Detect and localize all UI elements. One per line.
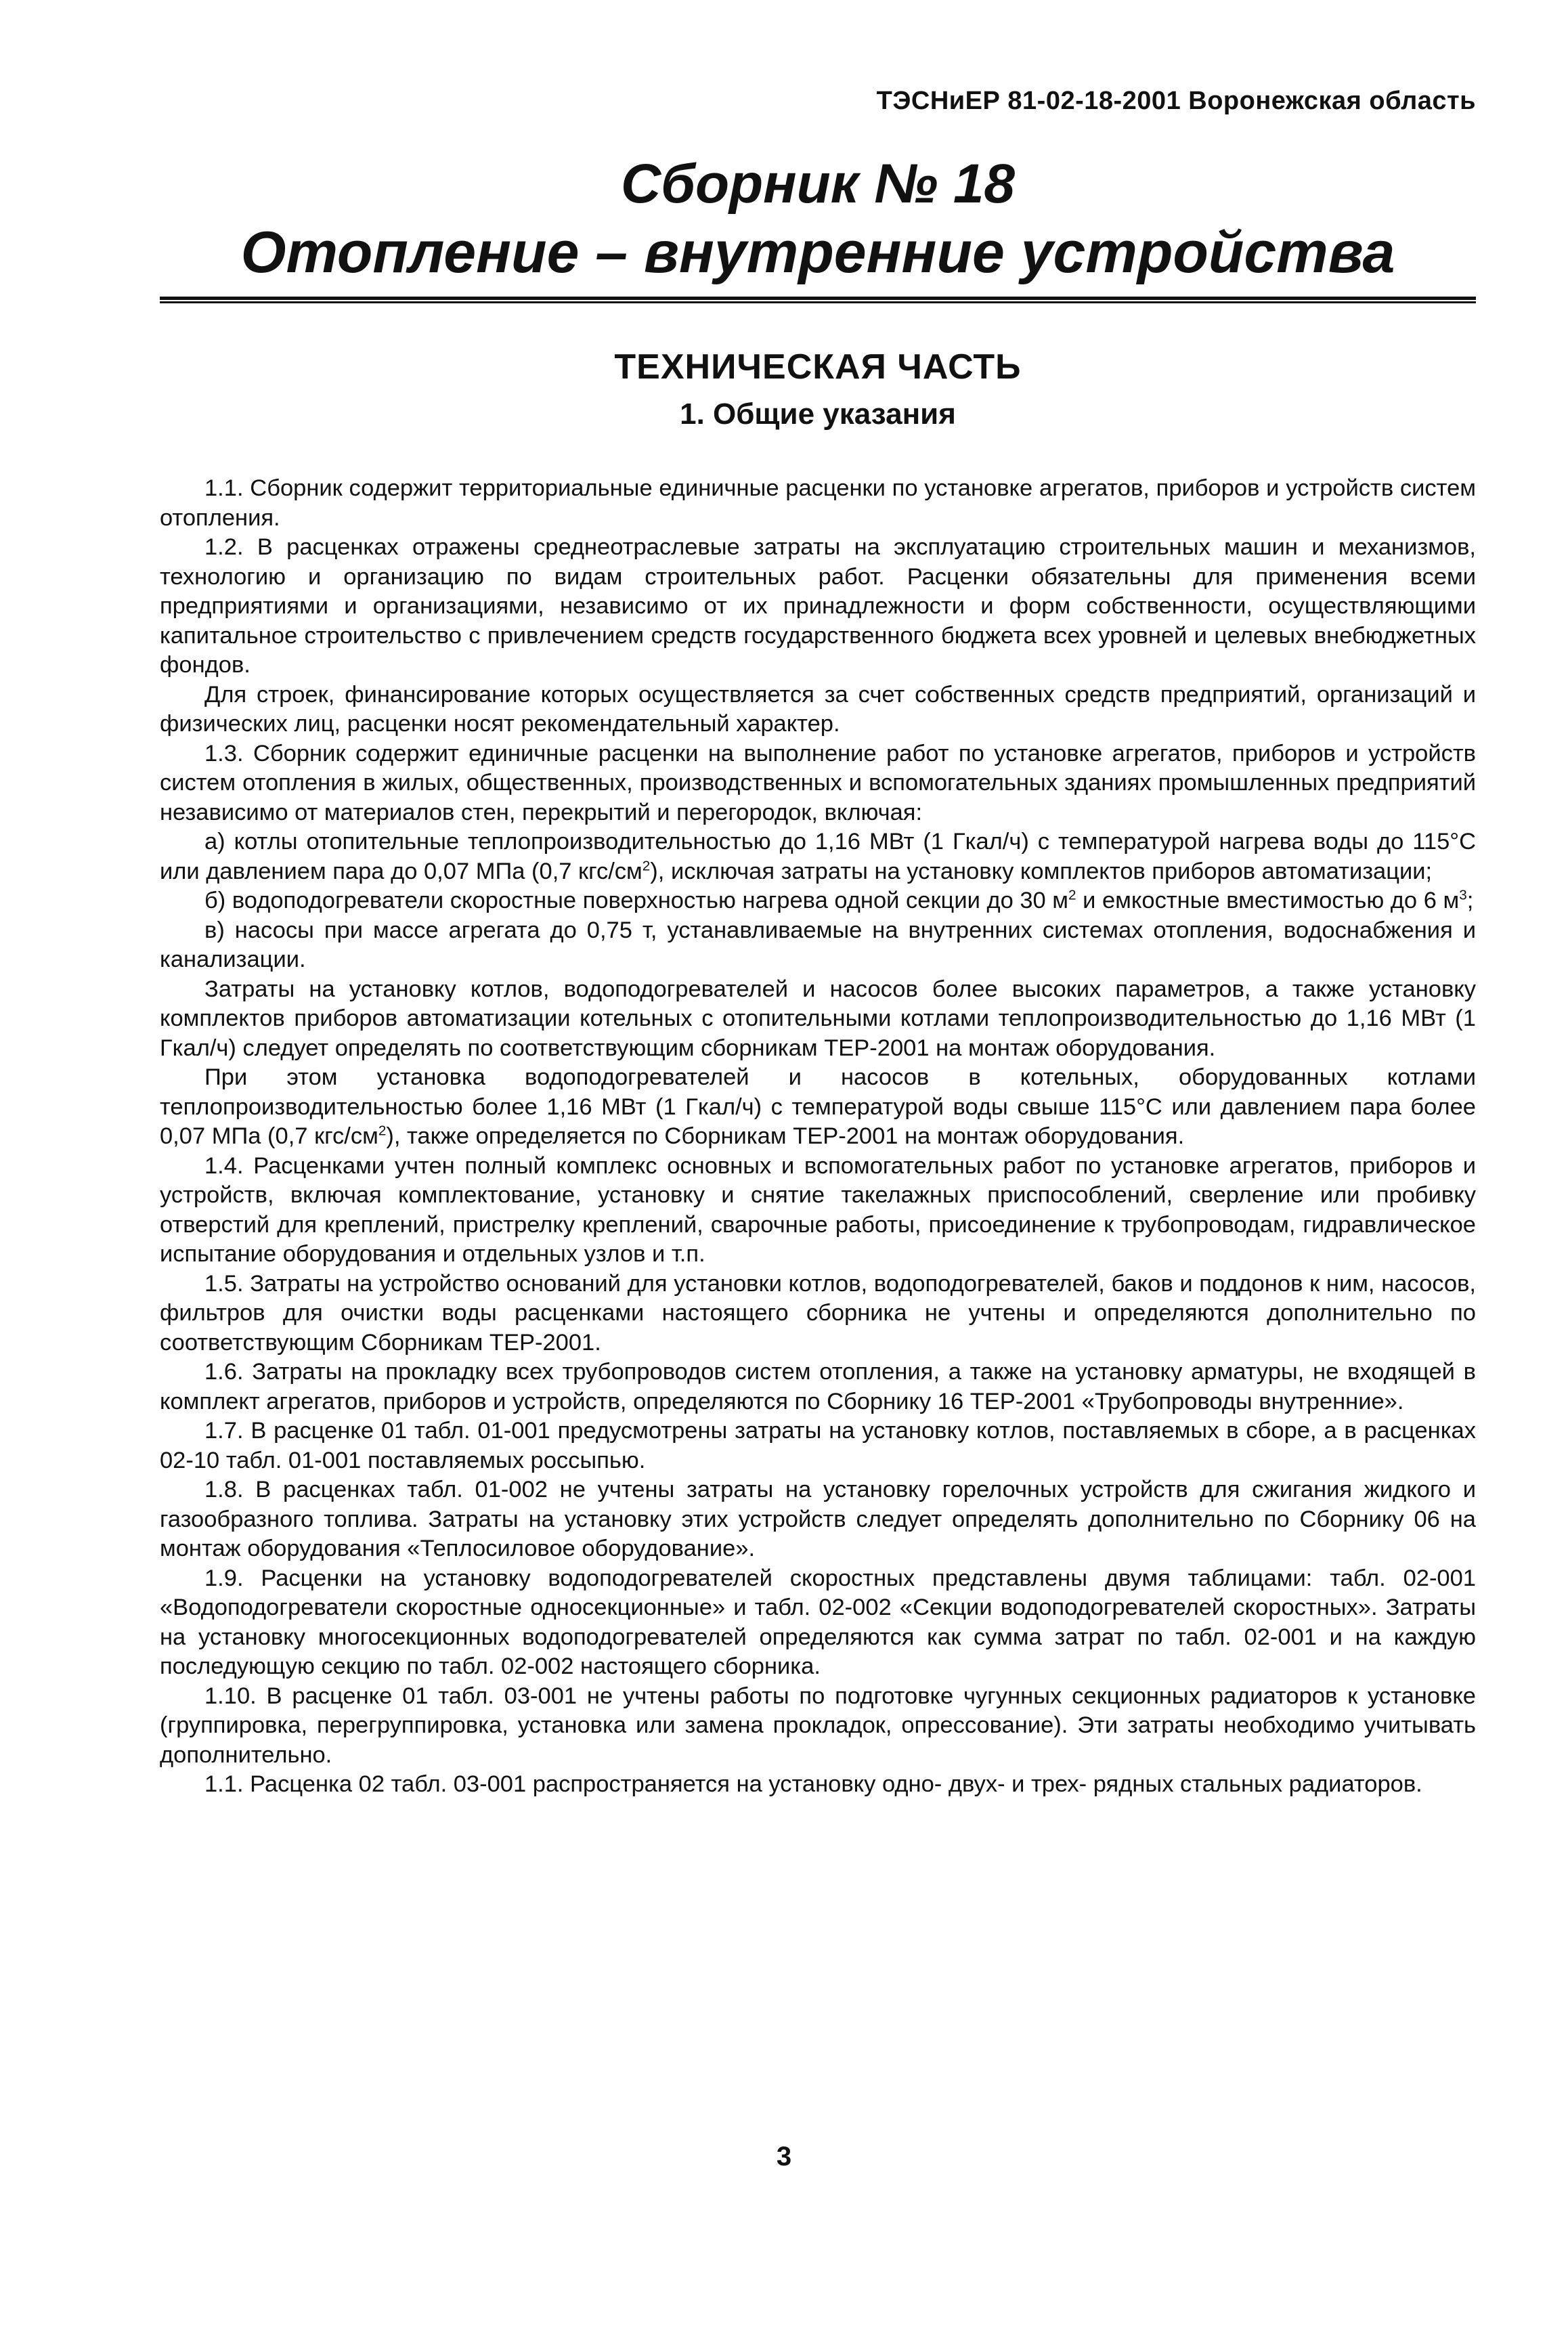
item-a-text: а) котлы отопительные теплопроизводительностью до 1,16 МВт (1 Гкал/ч) с температурой нагрева воды до 115°С или давлением пара до 0,07 МПа (0,7 кгс/см [160,829,1476,884]
body-text [160,474,1476,1800]
paragraph-1-4: 1.4. Расценками учтен полный комплекс основных и вспомогательных работ по установке агрегатов, приборов и устройств, включая комплектование, установку и снятие такелажных приспособлений, сверление или пробивку отверстий для креплений, пристрелку креплений, сварочные работы, присоединение к трубопроводам, гидравлическое испытание оборудования и отдельных узлов и т.п. [160,1152,1476,1267]
paragraph-higher-parameters: Затраты на установку котлов, водоподогревателей и насосов более высоких параметров, а также установку комплектов приборов автоматизации котельных с отопительными котлами теплопроизводительностью до 1,16 МВт (1 Гкал/ч) следует определять по соответствующим сборникам ТЕР-2001 на монтаж оборудования. [160,976,1476,1061]
paragraph-financing: Для строек, финансирование которых осуществляется за счет собственных средств предприятий, организаций и физических лиц, расценки носят рекомендательный характер. [160,681,1476,737]
paragraph-1-2: 1.2. В расценках отражены среднеотраслевые затраты на эксплуатацию строительных машин и механизмов, технологию и организацию по видам строительных работ. Расценки обязательны для применения всеми предприятиями и организациями, независимо от их принадлежности и форм собственности, осуществляющими капитальное строительство с привлечением средств государственного бюджета всех уровней и целевых внебюджетных фондов. [160,534,1476,678]
section-heading: ТЕХНИЧЕСКАЯ ЧАСТЬ [614,347,1022,387]
item-b-superscript-area: 2 [1068,887,1076,903]
collection-title: Сборник № 18 [620,153,1016,215]
paragraph-item-a [160,827,1476,886]
item-b-superscript-volume: 3 [1459,887,1467,903]
item-a-superscript: 2 [642,858,651,873]
paragraph-1-1-final: 1.1. Расценка 02 табл. 03-001 распространяется на установку одно- двух- и трех- рядных стальных радиаторов. [204,1771,1422,1797]
item-b-text-middle: и емкостные вместимостью до 6 м [1076,888,1460,913]
document-code-header: ТЭСНиЕР 81-02-18-2001 Воронежская область [876,87,1476,115]
paragraph-1-1: 1.1. Сборник содержит территориальные единичные расценки по установке агрегатов, приборов и устройств систем отопления. [160,475,1476,531]
paragraph-item-b [160,886,1476,916]
page-number: 3 [776,2142,792,2171]
boiler-rooms-superscript: 2 [378,1123,387,1139]
section-subheading: 1. Общие указания [680,397,956,431]
paragraph-boiler-rooms [160,1063,1476,1152]
collection-subtitle: Отопление – внутренние устройства [240,220,1395,285]
paragraph-1-7: 1.7. В расценке 01 табл. 01-001 предусмотрены затраты на установку котлов, поставляемых в сборе, а в расценках 02-10 табл. 01-001 поставляемых россыпью. [160,1418,1476,1473]
item-a-text-end: ), исключая затраты на установку комплектов приборов автоматизации; [650,858,1433,884]
item-b-text: б) водоподогреватели скоростные поверхностью нагрева одной секции до 30 м [204,888,1069,913]
title-divider [160,297,1476,303]
paragraph-1-8: 1.8. В расценках табл. 01-002 не учтены затраты на установку горелочных устройств для сжигания жидкого и газообразного топлива. Затраты на установку этих устройств следует определять дополнительно по Сборнику 06 на монтаж оборудования «Теплосиловое оборудование». [160,1477,1476,1561]
boiler-rooms-text: При этом установка водоподогревателей и насосов в котельных, оборудованных котлами теплопроизводительностью более 1,16 МВт (1 Гкал/ч) с температурой воды свыше 115°С или давлением пара более 0,07 МПа (0,7 кгс/см [160,1064,1476,1149]
boiler-rooms-text-end: ), также определяется по Сборникам ТЕР-2001 на монтаж оборудования. [386,1123,1185,1149]
paragraph-1-3: 1.3. Сборник содержит единичные расценки на выполнение работ по установке агрегатов, приборов и устройств систем отопления в жилых, общественных, производственных и вспомогательных зданиях промышленных предприятий независимо от материалов стен, перекрытий и перегородок, включая: [160,740,1476,825]
paragraph-1-10: 1.10. В расценке 01 табл. 03-001 не учтены работы по подготовке чугунных секционных радиаторов к установке (группировка, перегруппировка, установка или замена прокладок, опрессование). Эти затраты необходимо учитывать дополнительно. [160,1683,1476,1768]
paragraph-1-6: 1.6. Затраты на прокладку всех трубопроводов систем отопления, а также на установку арматуры, не входящей в комплект агрегатов, приборов и устройств, определяются по Сборнику 16 ТЕР-2001 «Трубопроводы внутренние». [160,1359,1476,1414]
paragraph-1-5: 1.5. Затраты на устройство оснований для установки котлов, водоподогревателей, баков и поддонов к ним, насосов, фильтров для очистки воды расценками настоящего сборника не учтены и определяются дополнительно по соответствующим Сборникам ТЕР-2001. [160,1270,1476,1356]
paragraph-1-9: 1.9. Расценки на установку водоподогревателей скоростных представлены двумя таблицами: табл. 02-001 «Водоподогреватели скоростные односекционные» и табл. 02-002 «Секции водоподогревателей скоростных». Затраты на установку многосекционных водоподогревателей определяются как сумма затрат по табл. 02-001 и на каждую последующую секцию по табл. 02-002 настоящего сборника. [160,1565,1476,1679]
item-b-text-end: ; [1466,888,1474,913]
paragraph-item-c: в) насосы при массе агрегата до 0,75 т, устанавливаемые на внутренних системах отопления, водоснабжения и канализации. [160,917,1476,972]
